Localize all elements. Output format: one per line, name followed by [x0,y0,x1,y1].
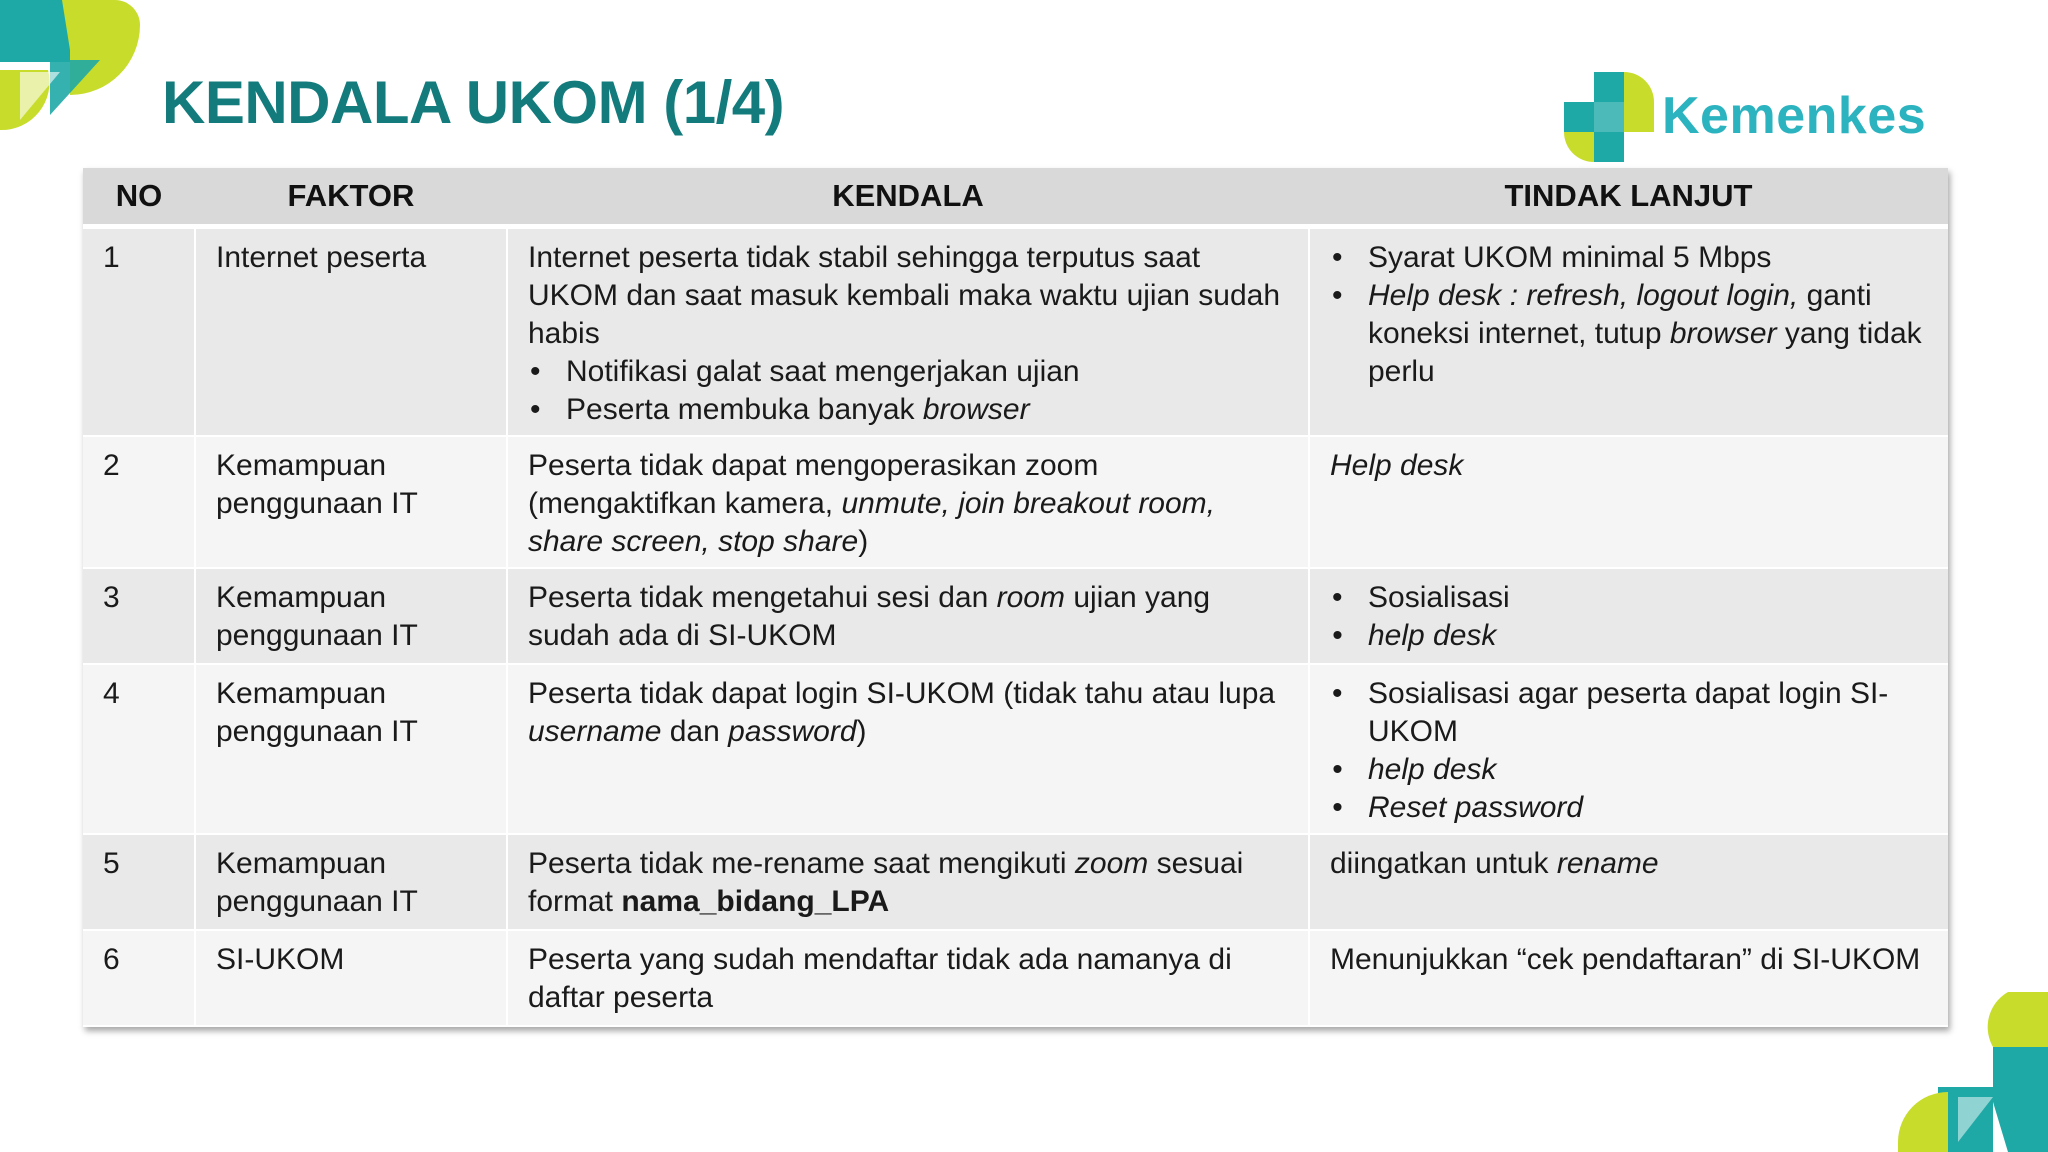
text-run-italic: unmute, join breakout room, share screen, stop share [528,487,1216,558]
slide-title: KENDALA UKOM (1/4) [162,69,785,136]
list-item: • Sosialisasi [1330,579,1930,617]
header-kendala: KENDALA [507,168,1309,227]
cell-faktor: Kemampuan penggunaan IT [195,664,507,834]
list-item: • help desk [1330,617,1930,655]
text-run: Peserta tidak dapat login SI-UKOM (tidak tahu atau lupa [528,677,1276,710]
kendala-table [83,168,1948,1027]
cell-kendala [507,834,1309,930]
table-row [83,227,1948,437]
cell-tindak-lanjut: Menunjukkan “cek pendaftaran” di SI-UKOM [1309,930,1948,1026]
cell-no: 5 [83,834,195,930]
text-run-bold: nama_bidang_LPA [621,885,890,918]
cell-tindak-lanjut [1309,568,1948,664]
cell-no: 6 [83,930,195,1026]
text-run-italic: room [996,581,1065,614]
table-row [83,930,1948,1026]
text-run: Peserta tidak mengetahui sesi dan [528,581,997,614]
corner-decoration-top-left [0,0,150,150]
list-item: • Notifikasi galat saat mengerjakan ujian [528,353,1290,391]
table-row [83,664,1948,834]
table-row [83,436,1948,568]
text-run-italic: password [728,715,857,748]
cell-tindak-lanjut [1309,664,1948,834]
list-item [528,391,1290,429]
kendala-table-container [83,168,1948,1027]
cell-faktor: Kemampuan penggunaan IT [195,834,507,930]
cell-no: 2 [83,436,195,568]
cell-no: 1 [83,227,195,437]
text-run-italic: zoom [1074,847,1149,880]
logo-wordmark: Kemenkes [1662,87,1927,145]
table-row [83,568,1948,664]
cell-kendala: Peserta yang sudah mendaftar tidak ada namanya di daftar peserta [507,930,1309,1026]
cell-faktor: Kemampuan penggunaan IT [195,568,507,664]
text-run: ) [858,525,869,558]
cell-tindak-lanjut [1309,227,1948,437]
text-run: ) [856,715,867,748]
list-item: • Sosialisasi agar peserta dapat login SI-UKOM [1330,675,1930,751]
cell-kendala [507,664,1309,834]
cell-no: 4 [83,664,195,834]
text-run: sesuai format [528,847,1244,918]
cell-kendala [507,568,1309,664]
text-run: Peserta tidak me-rename saat mengikuti [528,847,1075,880]
cell-faktor: Kemampuan penggunaan IT [195,436,507,568]
list-item: • help desk [1330,751,1930,789]
cell-kendala [507,436,1309,568]
tindak-bullets [1330,579,1930,655]
list-item [1330,277,1930,391]
text-run: ujian yang sudah ada di SI-UKOM [528,581,1211,652]
text-run-italic: username [528,715,662,748]
cell-tindak-lanjut: Help desk [1309,436,1948,568]
text-run: yang tidak perlu [1368,317,1922,388]
cell-faktor: SI-UKOM [195,930,507,1026]
cell-faktor: Internet peserta [195,227,507,437]
kemenkes-logo-icon [1564,72,1654,162]
header-faktor: FAKTOR [195,168,507,227]
text-run-italic: browser [922,393,1030,426]
text-run: Peserta tidak dapat mengoperasikan zoom (mengaktifkan kamera, [528,449,1099,520]
tindak-bullets [1330,239,1930,391]
table-header-row [83,168,1948,227]
tindak-bullets [1330,675,1930,827]
text-run: Peserta membuka banyak [566,393,923,426]
text-run: dan [661,715,729,748]
kemenkes-logo [1564,72,1927,162]
list-item: • Syarat UKOM minimal 5 Mbps [1330,239,1930,277]
cell-kendala [507,227,1309,437]
text-run-italic: rename [1556,847,1659,880]
kendala-text: Internet peserta tidak stabil sehingga terputus saat UKOM dan saat masuk kembali maka waktu ujian sudah habis [528,241,1281,350]
text-run-italic: Help desk : refresh, logout login, [1368,279,1799,312]
list-item: • Reset password [1330,789,1930,827]
kendala-bullets [528,353,1290,429]
header-no: NO [83,168,195,227]
cell-tindak-lanjut [1309,834,1948,930]
header-tindak-lanjut: TINDAK LANJUT [1309,168,1948,227]
table-row [83,834,1948,930]
text-run: ganti koneksi internet, tutup [1368,279,1872,350]
cell-no: 3 [83,568,195,664]
text-run-italic: browser [1669,317,1777,350]
text-run: diingatkan untuk [1330,847,1557,880]
